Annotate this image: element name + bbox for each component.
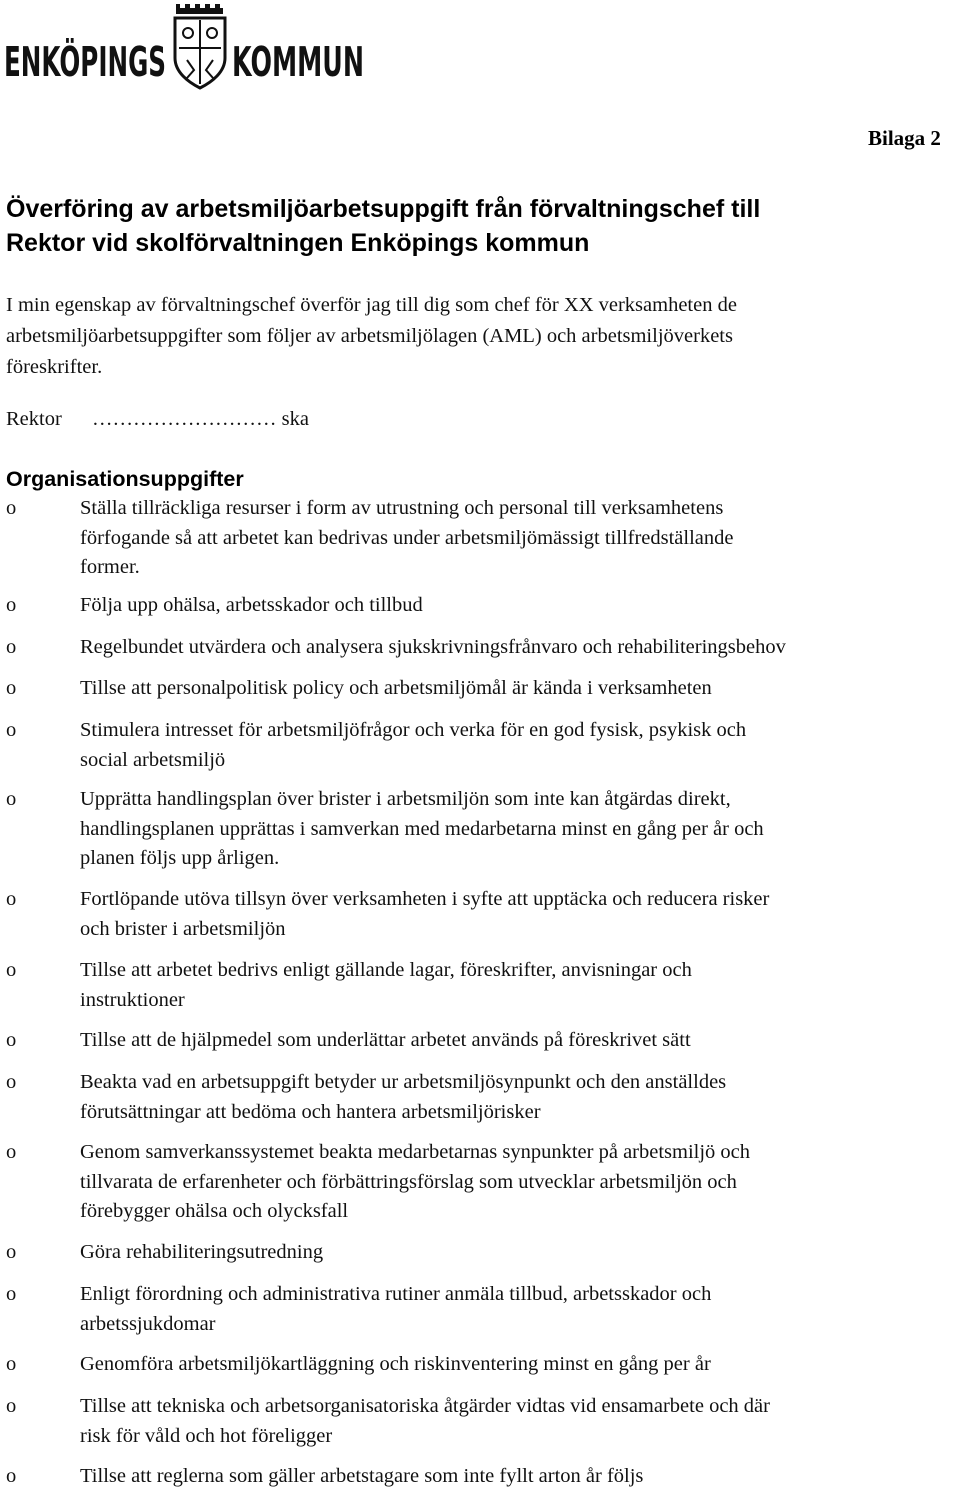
list-item-text: [80, 633, 945, 663]
list-item-line: Tillse att reglerna som gäller arbetstagare som inte fyllt arton år följs: [80, 1465, 644, 1487]
list-item-line: Tillse att de hjälpmedel som underlättar arbetet används på föreskrivet sätt: [80, 1029, 691, 1051]
intro-line: arbetsmiljöarbetsuppgifter som följer av arbetsmiljölagen (AML) och arbetsmiljöverkets: [6, 325, 733, 347]
coat-of-arms-icon: [175, 4, 225, 88]
rektor-line: [6, 404, 309, 434]
list-item-line: arbetssjukdomar: [80, 1312, 216, 1335]
section-heading: Organisationsuppgifter: [6, 467, 244, 491]
list-item-text: [80, 674, 945, 704]
list-bullet: o: [6, 677, 17, 699]
intro-line: I min egenskap av förvaltningschef överför jag till dig som chef för XX verksamheten de: [6, 294, 737, 316]
list-item-line: risk för våld och hot föreligger: [80, 1424, 333, 1447]
list-item-line: Ställa tillräckliga resurser i form av utrustning och personal till verksamhetens: [80, 497, 724, 519]
list-item-line: Fortlöpande utöva tillsyn över verksamheten i syfte att upptäcka och reducera risker: [80, 888, 770, 910]
list-item-text: [80, 591, 945, 621]
list-bullet: o: [6, 1241, 17, 1263]
list-item-line: Tillse att tekniska och arbetsorganisatoriska åtgärder vidtas vid ensamarbete och där: [80, 1395, 770, 1417]
intro-paragraph: [6, 290, 951, 383]
list-item-text: [80, 1350, 945, 1380]
list-item-line: förfogande så att arbetet kan bedrivas under arbetsmiljömässigt tillfredställande: [80, 526, 734, 549]
list-item-line: förutsättningar att bedöma och hantera arbetsmiljörisker: [80, 1100, 541, 1123]
list-item-line: former.: [80, 556, 140, 578]
list-bullet: o: [6, 888, 17, 910]
list-item-line: och brister i arbetsmiljön: [80, 917, 286, 940]
page-title: [6, 192, 946, 260]
list-bullet: o: [6, 636, 17, 658]
list-item-text: [80, 1238, 945, 1268]
list-item-text: [80, 1462, 945, 1492]
list-item-text: [80, 785, 945, 874]
list-item-text: [80, 1068, 945, 1127]
list-bullet: o: [6, 1283, 17, 1305]
list-item-line: Enligt förordning och administrativa rutiner anmäla tillbud, arbetsskador och: [80, 1283, 712, 1305]
list-item-line: social arbetsmiljö: [80, 748, 226, 771]
rektor-suffix: ska: [281, 408, 309, 430]
list-item-text: [80, 885, 945, 944]
list-item-line: Tillse att arbetet bedrivs enligt gällande lagar, föreskrifter, anvisningar och: [80, 959, 692, 981]
list-item-text: [80, 494, 945, 583]
list-item-text: [80, 1026, 945, 1056]
list-bullet: o: [6, 719, 17, 741]
rektor-label: Rektor: [6, 408, 62, 430]
list-item-text: [80, 1138, 945, 1227]
title-line: Överföring av arbetsmiljöarbetsuppgift från förvaltningschef till: [6, 195, 761, 223]
list-item-line: planen följs upp årligen.: [80, 847, 280, 869]
intro-line: föreskrifter.: [6, 356, 103, 378]
municipality-logo: [4, 0, 364, 92]
list-item-line: handlingsplanen upprättas i samverkan med medarbetarna minst en gång per år och: [80, 817, 764, 840]
list-bullet: o: [6, 959, 17, 981]
annex-label: Bilaga 2: [868, 126, 941, 150]
list-bullet: o: [6, 1141, 17, 1163]
list-item-text: [80, 1280, 945, 1339]
list-bullet: o: [6, 497, 17, 519]
list-item-text: [80, 1392, 945, 1451]
list-bullet: o: [6, 1395, 17, 1417]
logo-text-left: ENKÖPINGS: [4, 38, 166, 86]
list-item-line: Beakta vad en arbetsuppgift betyder ur arbetsmiljösynpunkt och den anställdes: [80, 1071, 727, 1093]
list-item-line: Genom samverkanssystemet beakta medarbetarnas synpunkter på arbetsmiljö och: [80, 1141, 751, 1163]
list-bullet: o: [6, 1465, 17, 1487]
list-item-line: tillvarata de erfarenheter och förbättringsförslag som utvecklar arbetsmiljön och: [80, 1170, 737, 1193]
list-item-line: Stimulera intresset för arbetsmiljöfrågor och verka för en god fysisk, psykisk och: [80, 719, 747, 741]
list-item-line: Följa upp ohälsa, arbetsskador och tillbud: [80, 594, 423, 616]
list-bullet: o: [6, 1353, 17, 1375]
list-item-text: [80, 716, 945, 775]
logo-text-right: KOMMUN: [232, 38, 364, 86]
list-bullet: o: [6, 788, 17, 810]
list-item-line: Göra rehabiliteringsutredning: [80, 1241, 324, 1263]
list-item-text: [80, 956, 945, 1015]
list-bullet: o: [6, 1071, 17, 1093]
logo-graphic: [4, 0, 364, 92]
title-line: Rektor vid skolförvaltningen Enköpings kommun: [6, 229, 590, 257]
list-item-line: Tillse att personalpolitisk policy och arbetsmiljömål är kända i verksamheten: [80, 677, 712, 699]
list-item-line: Regelbundet utvärdera och analysera sjukskrivningsfrånvaro och rehabiliteringsbehov: [80, 636, 786, 658]
list-bullet: o: [6, 1029, 17, 1051]
list-item-line: förebygger ohälsa och olycksfall: [80, 1200, 349, 1222]
list-bullet: o: [6, 594, 17, 616]
list-item-line: Upprätta handlingsplan över brister i arbetsmiljön som inte kan åtgärdas direkt,: [80, 788, 731, 810]
list-item-line: instruktioner: [80, 988, 185, 1011]
list-item-line: Genomföra arbetsmiljökartläggning och riskinventering minst en gång per år: [80, 1353, 711, 1375]
name-blank: ………………………: [92, 408, 277, 430]
